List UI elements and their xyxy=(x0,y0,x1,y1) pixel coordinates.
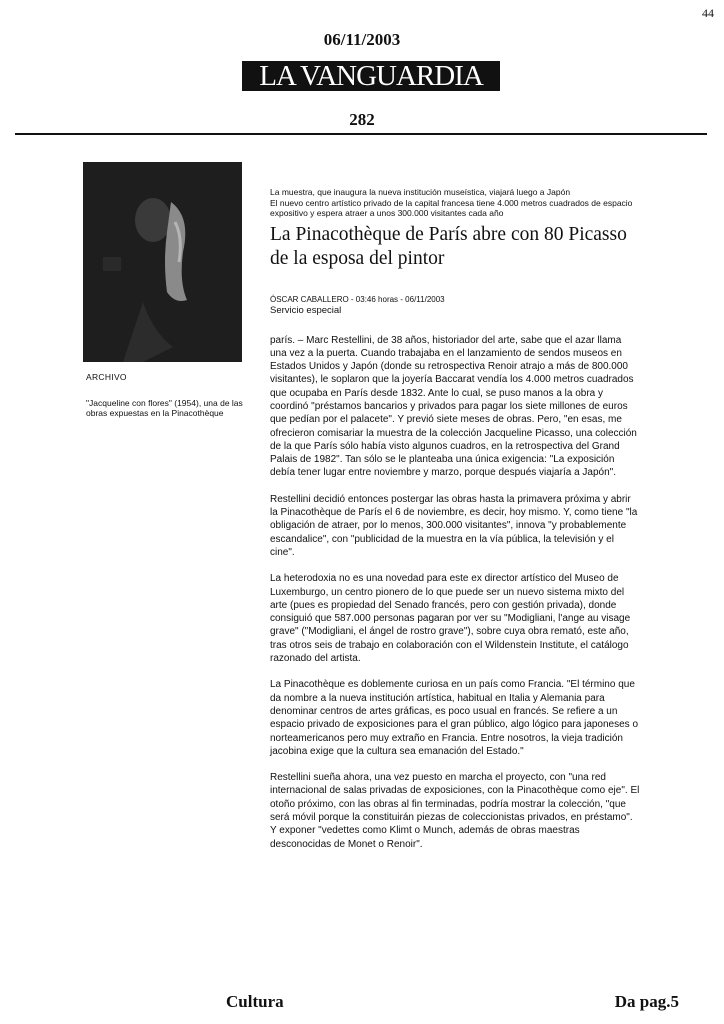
publication-date: 06/11/2003 xyxy=(323,30,401,49)
lead-line: La muestra, que inaugura la nueva institución museística, viajará luego a Japón xyxy=(270,187,571,197)
lead-line: El nuevo centro artístico privado de la capital francesa tiene 4.000 metros cuadrados de espacio expositivo y espera atraer a unos 300.000 visitantes cada año xyxy=(270,197,633,218)
article-lead xyxy=(270,187,640,219)
article-photo xyxy=(83,162,242,362)
photo-credit: ARCHIVO xyxy=(86,372,127,382)
article-service: Servicio especial xyxy=(270,304,342,316)
painting-image xyxy=(83,162,242,362)
page-number: 44 xyxy=(702,6,714,20)
newspaper-logo: LA VANGUARDIA xyxy=(242,61,500,91)
section-label: Cultura xyxy=(226,992,284,1011)
photo-caption: "Jacqueline con flores" (1954), una de las obras expuestas en la Pinacothèque xyxy=(86,398,243,418)
header-divider xyxy=(15,133,707,135)
article-paragraph: La Pinacothèque es doblemente curiosa en un país como Francia. "El término que da nombre a la nueva institución artística, habitual en Italia y Alemania para denominar centros de artes gráficas, es poco usual en francés. Se refiere a un espacio privado de exposiciones para el gran público, algo lógico para japoneses o norteamericanos pero muy extraño en Francia. Entre nosotros, la vieja tradición jacobina exige que la cultura sea emanación del Estado." xyxy=(270,679,639,757)
continuation-label: Da pag.5 xyxy=(614,992,679,1011)
article-paragraph: La heterodoxia no es una novedad para este ex director artístico del Museo de Luxemburgo, un centro pionero de lo que puede ser un nuevo sistema mixto del arte (pues es propiedad del Senado francés, pero con gestión privada), donde consiguió que 587.000 personas pagaran por ver su "Modigliani, l'ange au visage grave" ("Modigliani, el ángel de rostro grave"), sobre cuya obra remató, este año, tras otros seis de trabajo en colaboración con el Wildenstein Institute, el catálogo razonado del artista. xyxy=(270,573,631,665)
article-paragraph: Restellini decidió entonces postergar las obras hasta la primavera próxima y abrir la Pinacothèque de París el 6 de noviembre, es decir, hoy mismo. Y, como tiene "la obligación de atraer, por lo menos, 300.000 visitantes", innova "y probablemente escandalice", con "publicidad de la muestra en la vía pública, la televisión y el cine". xyxy=(270,493,638,558)
issue-number: 282 xyxy=(349,110,375,129)
article-paragraph: parís. – Marc Restellini, de 38 años, historiador del arte, sabe que el azar llama una vez a la puerta. Cuando trabajaba en el lanzamiento de sendos museos en Estados Unidos y Japón (donde su retrospectiva Renoir atrajo a más de 800.000 visitantes), le soplaron que la joyería Baccarat vendía los 4.000 metros cuadrados que ocupaba en París desde 1832. Ante lo cual, se puso manos a la obra y coordinó "préstamos bancarios y privados para pagar los siete millones de euros que pedían por el palacete". Y previó siete meses de obras. Pero, "en esas, me ofrecieron comisariar la muestra de la colección Jacqueline Picasso, una colección de la que París sólo había visto algunos cuadros, en la retrospectiva del Grand Palais de 1982". Tan sólo se le planteaba una única exigencia: "La exposición debía tener lugar entre noviembre y marzo, porque después viajaría a Japón". xyxy=(270,334,637,479)
article-body xyxy=(270,187,640,851)
article-paragraph: Restellini sueña ahora, una vez puesto en marcha el proyecto, con "una red internacional de salas privadas de exposiciones, con la Pinacothèque como eje". El otoño próximo, con las obras al fin terminadas, podría mostrar la colección, "que será móvil porque la constituirán piezas de coleccionistas privados, en préstamo". Y exponer "vedettes como Klimt o Munch, además de obras maestras desconocidas de Monet o Renoir". xyxy=(270,772,640,850)
article-headline: La Pinacothèque de París abre con 80 Picasso de la esposa del pintor xyxy=(270,223,627,269)
article-byline: ÓSCAR CABALLERO - 03:46 horas - 06/11/2003 xyxy=(270,294,445,304)
